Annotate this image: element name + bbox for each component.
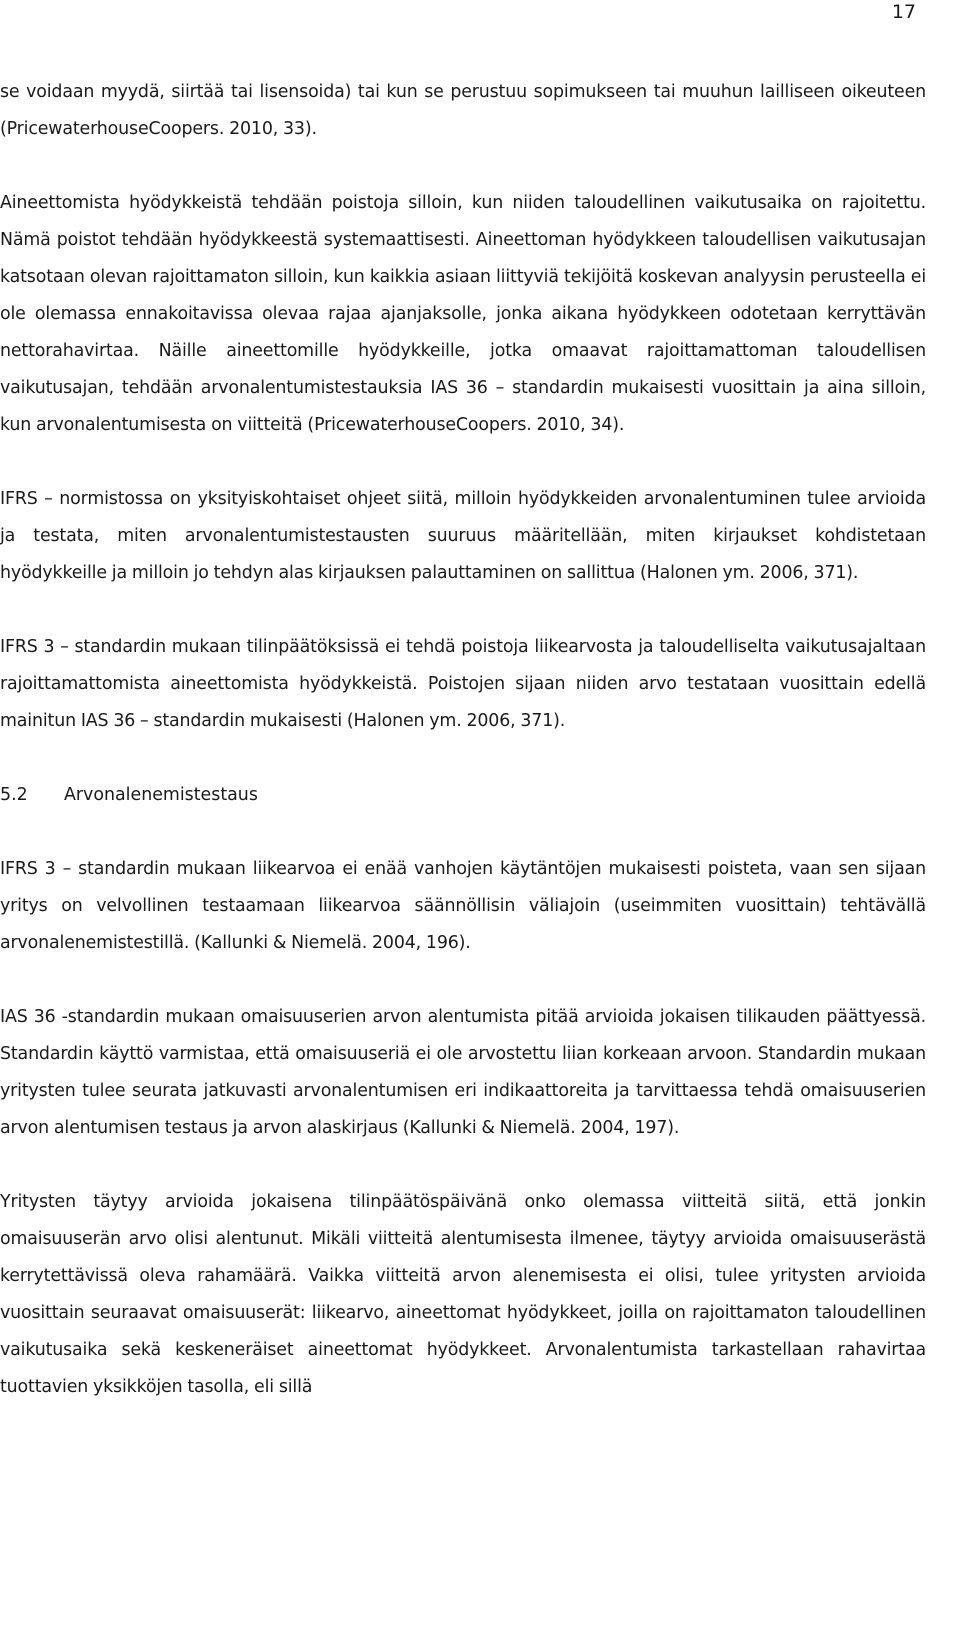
- section-number: 5.2: [0, 785, 28, 805]
- document-body: [0, 74, 926, 1406]
- paragraph-3: IFRS – normistossa on yksityiskohtaiset ohjeet siitä, milloin hyödykkeiden arvonalentuminen tulee arvioida ja testata, miten arvonalentumistestausten suuruus määritellään, miten kirjaukset kohdistetaan hyödykkeille ja milloin jo tehdyn alas kirjauksen palauttaminen on sallittua (Halonen ym. 2006, 371).: [0, 489, 926, 583]
- section-title: Arvonalenemistestaus: [64, 785, 258, 805]
- page-number: 17: [891, 1, 916, 23]
- paragraph-5: IFRS 3 – standardin mukaan liikearvoa ei enää vanhojen käytäntöjen mukaisesti poisteta, vaan sen sijaan yritys on velvollinen testaamaan liikearvoa säännöllisin väliajoin (useimmiten vuosittain) tehtävällä arvonalenemistestillä. (Kallunki & Niemelä. 2004, 196).: [0, 859, 926, 953]
- paragraph-1: se voidaan myydä, siirtää tai lisensoida) tai kun se perustuu sopimukseen tai muuhun lailliseen oikeuteen (PricewaterhouseCoopers. 2010, 33).: [0, 82, 926, 139]
- paragraph-2: Aineettomista hyödykkeistä tehdään poistoja silloin, kun niiden taloudellinen vaikutusaika on rajoitettu. Nämä poistot tehdään hyödykkeestä systemaattisesti. Aineettoman hyödykkeen taloudellisen vaikutusajan katsotaan olevan rajoittamaton silloin, kun kaikkia asiaan liittyviä tekijöitä koskevan analyysin perusteella ei ole olemassa ennakoitavissa olevaa rajaa ajanjaksolle, jonka aikana hyödykkeen odotetaan kerryttävän nettorahavirtaa. Näille aineettomille hyödykkeille, jotka omaavat rajoittamattoman taloudellisen vaikutusajan, tehdään arvonalentumistestauksia IAS 36 – standardin mukaisesti vuosittain ja aina silloin, kun arvonalentumisesta on viitteitä (PricewaterhouseCoopers. 2010, 34).: [0, 193, 926, 435]
- section-heading: [0, 777, 926, 814]
- paragraph-6: IAS 36 -standardin mukaan omaisuuserien arvon alentumista pitää arvioida jokaisen tilikauden päättyessä. Standardin käyttö varmistaa, että omaisuuseriä ei ole arvostettu liian korkeaan arvoon. Standardin mukaan yritysten tulee seurata jatkuvasti arvonalentumisen eri indikaattoreita ja tarvittaessa tehdä omaisuuserien arvon alentumisen testaus ja arvon alaskirjaus (Kallunki & Niemelä. 2004, 197).: [0, 1007, 926, 1138]
- paragraph-4: IFRS 3 – standardin mukaan tilinpäätöksissä ei tehdä poistoja liikearvosta ja taloudelliselta vaikutusajaltaan rajoittamattomista aineettomista hyödykkeistä. Poistojen sijaan niiden arvo testataan vuosittain edellä mainitun IAS 36 – standardin mukaisesti (Halonen ym. 2006, 371).: [0, 637, 926, 731]
- paragraph-7: Yritysten täytyy arvioida jokaisena tilinpäätöspäivänä onko olemassa viitteitä siitä, että jonkin omaisuuserän arvo olisi alentunut. Mikäli viitteitä alentumisesta ilmenee, täytyy arvioida omaisuuserästä kerrytettävissä oleva rahamäärä. Vaikka viitteitä arvon alenemisesta ei olisi, tulee yritysten arvioida vuosittain seuraavat omaisuuserät: liikearvo, aineettomat hyödykkeet, joilla on rajoittamaton taloudellinen vaikutusaika sekä keskeneräiset aineettomat hyödykkeet. Arvonalentumista tarkastellaan rahavirtaa tuottavien yksikköjen tasolla, eli sillä: [0, 1192, 926, 1397]
